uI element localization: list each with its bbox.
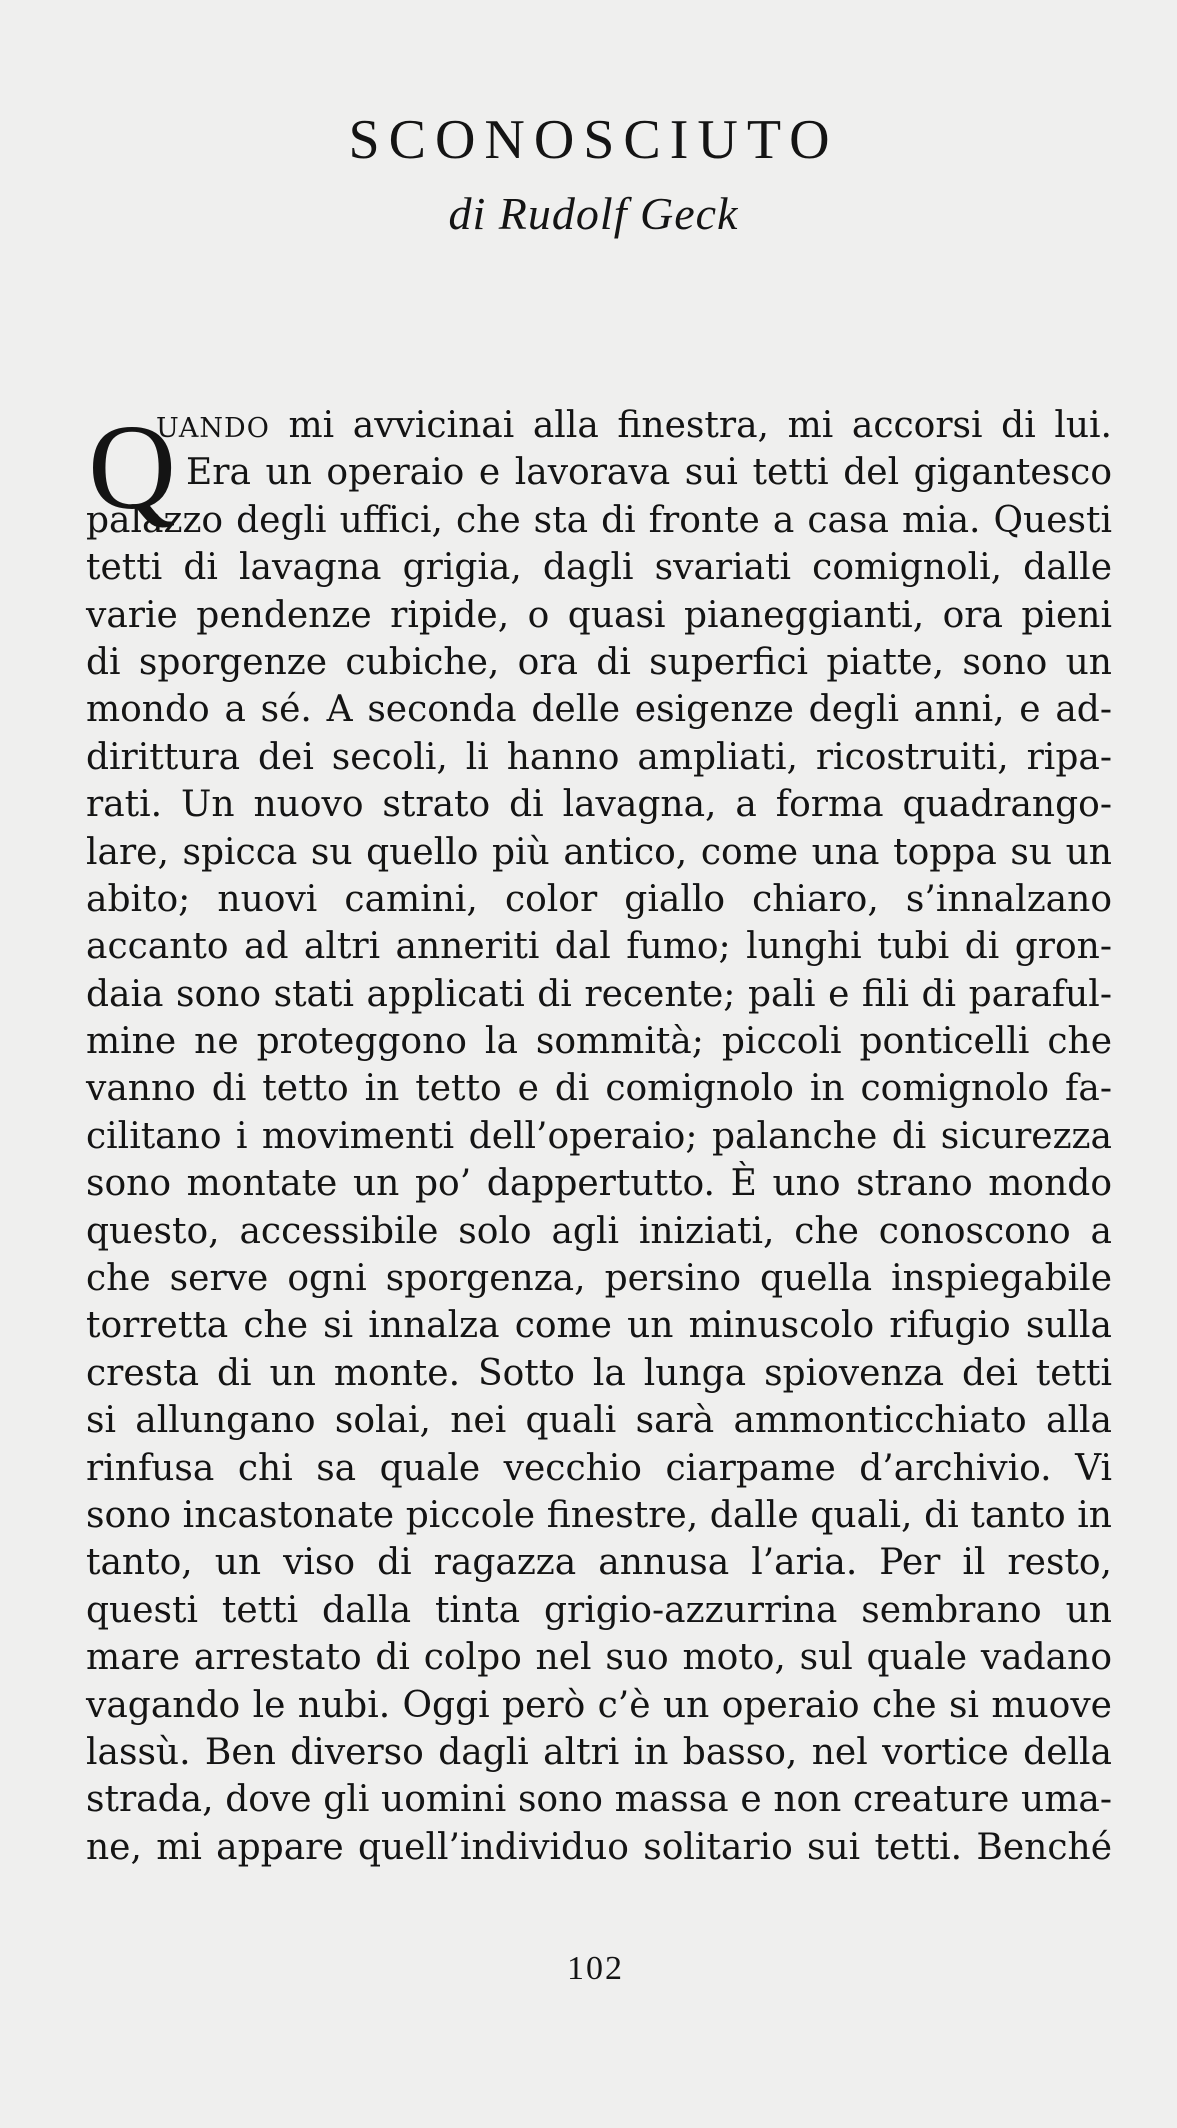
- text-line: questo, accessibile solo agli iniziati, che conoscono a: [86, 1210, 1112, 1252]
- story-body: [86, 402, 1112, 1871]
- text-line: rinfusa chi sa quale vecchio ciarpame d’archivio. Vi: [86, 1447, 1112, 1489]
- text-line: mine ne proteggono la sommità; piccoli ponticelli che: [86, 1021, 1112, 1063]
- text-line: [86, 402, 1112, 449]
- text-line: tetti di lavagna grigia, dagli svariati comignoli, dalle: [86, 547, 1112, 589]
- text-line: daia sono stati applicati di recente; pali e fili di paraful-: [86, 973, 1112, 1015]
- text-line: dirittura dei secoli, li hanno ampliati, ricostruiti, ripa-: [86, 736, 1112, 778]
- text-line: Era un operaio e lavorava sui tetti del gigantesco: [186, 452, 1112, 494]
- opening-line-rest: mi avvicinai alla finestra, mi accorsi di lui.: [269, 405, 1112, 446]
- text-line: mare arrestato di colpo nel suo moto, sul quale vadano: [86, 1637, 1112, 1679]
- text-line: mondo a sé. A seconda delle esigenze degli anni, e ad-: [86, 689, 1112, 731]
- text-line: di sporgenze cubiche, ora di superfici piatte, sono un: [86, 641, 1112, 683]
- text-line: accanto ad altri anneriti dal fumo; lunghi tubi di gron-: [86, 926, 1112, 968]
- text-line: cresta di un monte. Sotto la lunga spiovenza dei tetti: [86, 1352, 1112, 1394]
- text-line: tanto, un viso di ragazza annusa l’aria. Per il resto,: [86, 1542, 1112, 1584]
- text-line: ne, mi appare quell’individuo solitario sui tetti. Benché: [86, 1826, 1112, 1868]
- story-title: SCONOSCIUTO: [348, 109, 839, 171]
- drop-cap: Q: [88, 400, 177, 535]
- text-line: varie pendenze ripide, o quasi pianeggianti, ora pieni: [86, 594, 1112, 636]
- text-line: si allungano solai, nei quali sarà ammonticchiato alla: [86, 1400, 1112, 1442]
- text-line: lassù. Ben diverso dagli altri in basso, nel vortice della: [86, 1731, 1112, 1773]
- opening-small-caps: UANDO: [156, 413, 270, 444]
- story-author: di Rudolf Geck: [448, 188, 739, 239]
- text-line: sono montate un po’ dappertutto. È uno strano mondo: [86, 1163, 1112, 1205]
- text-line: vagando le nubi. Oggi però c’è un operaio che si muove: [86, 1684, 1112, 1726]
- text-line: palazzo degli uffici, che sta di fronte a casa mia. Questi: [86, 499, 1112, 541]
- text-line: che serve ogni sporgenza, persino quella inspiegabile: [86, 1258, 1112, 1300]
- text-line: questi tetti dalla tinta grigio-azzurrina sembrano un: [86, 1589, 1112, 1631]
- text-line: rati. Un nuovo strato di lavagna, a forma quadrango-: [86, 784, 1112, 826]
- text-line: vanno di tetto in tetto e di comignolo in comignolo fa-: [86, 1068, 1112, 1110]
- text-line: cilitano i movimenti dell’operaio; palanche di sicurezza: [86, 1115, 1112, 1157]
- page-number: 102: [567, 1950, 624, 1987]
- text-line: abito; nuovi camini, color giallo chiaro, s’innalzano: [86, 878, 1112, 920]
- text-line: strada, dove gli uomini sono massa e non creature uma-: [86, 1779, 1112, 1821]
- text-line: lare, spicca su quello più antico, come una toppa su un: [86, 831, 1112, 873]
- text-line: sono incastonate piccole finestre, dalle quali, di tanto in: [86, 1494, 1112, 1536]
- text-line: torretta che si innalza come un minuscolo rifugio sulla: [86, 1305, 1112, 1347]
